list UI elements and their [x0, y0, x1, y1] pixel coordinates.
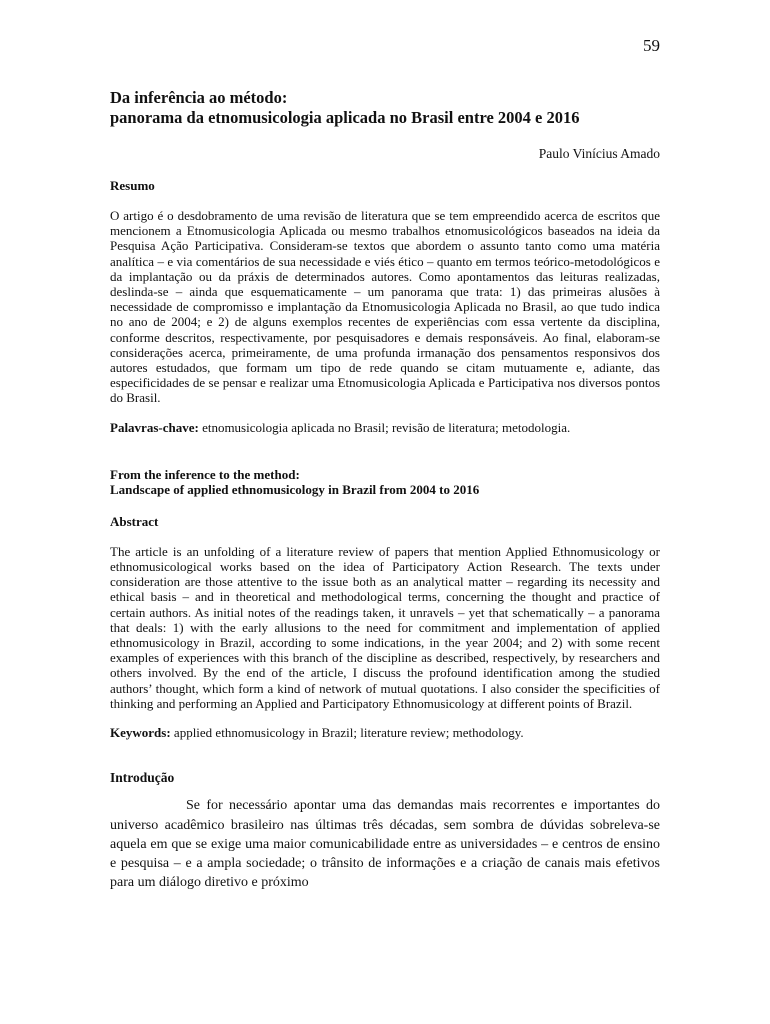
keywords — [110, 725, 660, 740]
palavras-chave — [110, 420, 660, 435]
resumo-heading: Resumo — [110, 178, 155, 193]
author-name: Paulo Vinícius Amado — [538, 146, 660, 161]
article-title-line2: panorama da etnomusicologia aplicada no Brasil entre 2004 e 2016 — [110, 108, 580, 127]
keywords-label: Keywords: — [110, 725, 171, 741]
english-title — [110, 467, 660, 498]
english-title-line2: Landscape of applied ethnomusicology in Brazil from 2004 to 2016 — [110, 482, 480, 498]
introducao-heading: Introdução — [110, 770, 175, 786]
page-number: 59 — [643, 36, 660, 55]
keywords-text: applied ethnomusicology in Brazil; literature review; methodology. — [170, 725, 524, 741]
english-title-line1: From the inference to the method: — [110, 466, 300, 482]
resumo-text: O artigo é o desdobramento de uma revisão de literatura que se tem empreendido acerca de escritos que mencionem a Etnomusicologia Aplicada ou mesmo trabalhos etnomusicológicos baseados na ideia da Pesquisa Ação Participativa. Consideram-se textos que abordem o assunto tanto como uma matéria analítica – e via comentários de sua necessidade e viés ético – quanto em termos teórico-metodológicos e da implantação ou da práxis de determinados autores. Como apontamentos das leituras realizadas, deslinda-se – ainda que esquematicamente – um panorama que trata: 1) das primeiras alusões à necessidade de compromisso e implantação da Etnomusicologia Aplicada no Brasil, ao que tudo indica no ano de 2004; e 2) de alguns exemplos recentes de experiências com essa vertente da disciplina, conforme descritos, respectivamente, por pesquisadores e demais responsáveis. Ao final, elaboram-se considerações acerca, primeiramente, de uma profunda irmanação dos pensamentos responsivos dos autores estudados, que formam um tipo de rede quando se citam mutuamente e, adiante, das especificidades de se pensar e realizar uma Etnomusicologia Aplicada e Participativa nos diversos pontos do Brasil. — [110, 208, 660, 406]
abstract-text: The article is an unfolding of a literature review of papers that mention Applied Ethnomusicology or ethnomusicological works based on the idea of Participatory Action Research. The texts under consideration are those attentive to the issue both as an analytical matter – regarding its necessity and ethical basis – and in theoretical and methodological terms, concerning the thought and practice of certain authors. As initial notes of the readings taken, it unravels – yet that schematically – a panorama that deals: 1) with the early allusions to the need for commitment and implementation of applied ethnomusicology in Brazil, according to some indications, in the year 2004; and 2) with some recent examples of experiences with this branch of the discipline as described, respectively, by researchers and others involved. By the end of the article, I discuss the profound identification among the studied authors’ thought, which form a kind of network of mutual quotations. I also consider the specificities of thinking and performing an Applied and Participatory Ethnomusicology at different points of Brazil. — [110, 543, 660, 711]
palavras-chave-label: Palavras-chave: — [110, 419, 199, 435]
abstract-heading: Abstract — [110, 513, 159, 529]
palavras-chave-text: etnomusicologia aplicada no Brasil; revisão de literatura; metodologia. — [198, 419, 571, 435]
introducao-text: Se for necessário apontar uma das demandas mais recorrentes e importantes do universo acadêmico brasileiro nas últimas três décadas, sem sombra de dúvidas sobreleva-se aquela em que se exige uma maior comunicabilidade entre as universidades – e centros de ensino e pesquisa – e a ampla sociedade; o trânsito de informações e a criação de canais mais efetivos para um diálogo diretivo e próximo — [110, 798, 660, 891]
article-title-line1: Da inferência ao método: — [110, 88, 288, 107]
article-content — [110, 88, 660, 893]
article-title — [110, 88, 660, 128]
